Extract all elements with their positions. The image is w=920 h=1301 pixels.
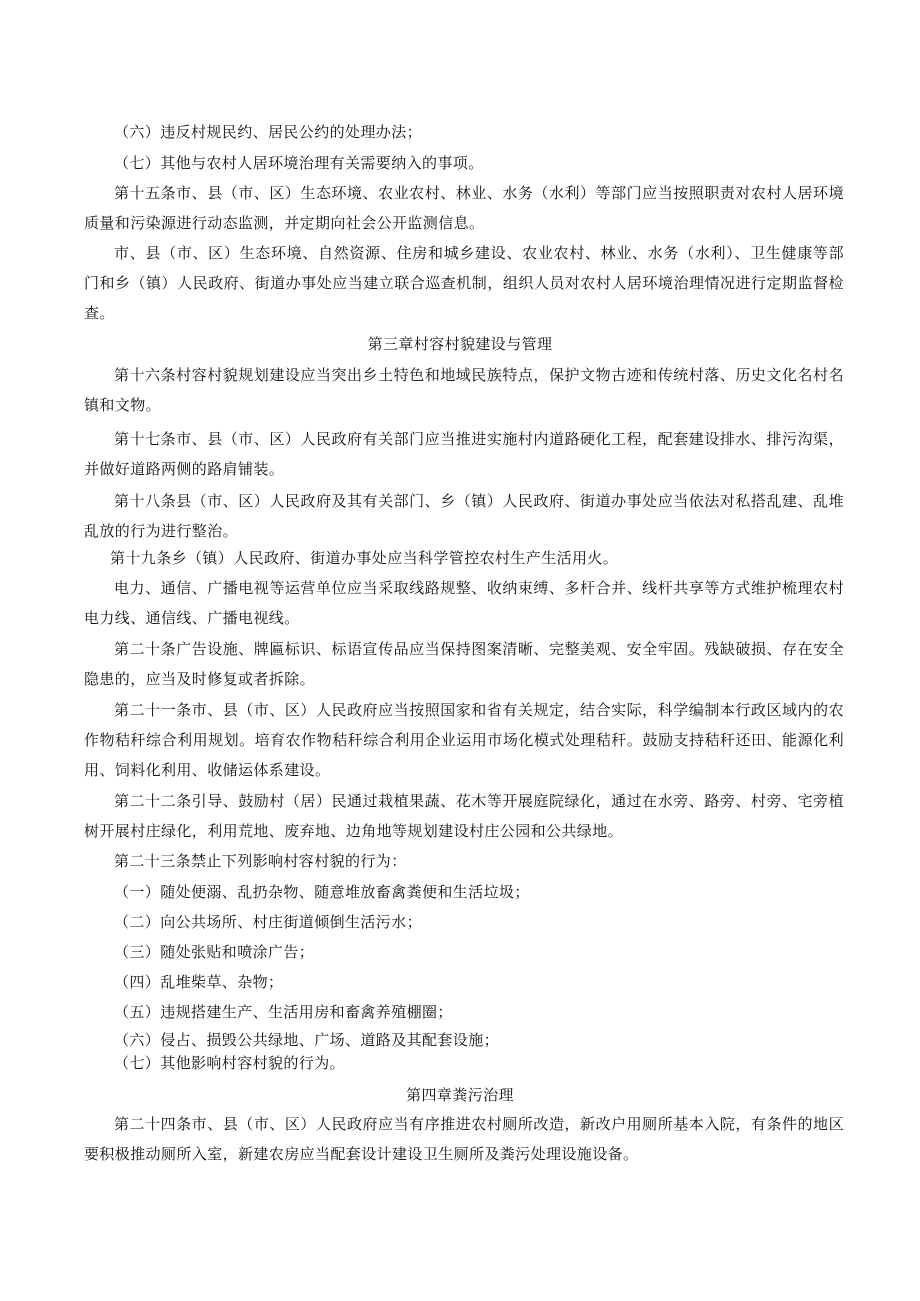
article-23-item-1: （一）随处便溺、乱扔杂物、随意堆放畜禽粪便和生活垃圾； [114, 883, 530, 901]
article-16: 第十六条村容村貌规划建设应当突出乡土特色和地域民族特点，保护文物古迹和传统村落、历史文化名村名镇和文物。 [84, 366, 844, 414]
article-23-item-5: （五）违规搭建生产、生活用房和畜禽养殖棚圈； [114, 1003, 453, 1021]
item-7-clause: （七）其他与农村人居环境治理有关需要纳入的事项。 [114, 154, 484, 172]
article-15: 第十五条市、县（市、区）生态环境、农业农村、林业、水务（水利）等部门应当按照职责对农村人居环境质量和污染源进行动态监测，并定期向社会公开监测信息。 [84, 184, 844, 232]
article-19: 第十九条乡（镇）人民政府、街道办事处应当科学管控农村生产生活用火。 [110, 549, 619, 567]
article-17: 第十七条市、县（市、区）人民政府有关部门应当推进实施村内道路硬化工程，配套建设排水、排污沟渠，并做好道路两侧的路肩铺装。 [84, 430, 844, 478]
chapter-4-heading: 第四章粪污治理 [406, 1086, 514, 1104]
article-24: 第二十四条市、县（市、区）人民政府应当有序推进农村厕所改造，新改户用厕所基本入院，有条件的地区要积极推动厕所入室，新建农房应当配套设计建设卫生厕所及粪污处理设施设备。 [84, 1115, 844, 1163]
article-19-para-2: 电力、通信、广播电视等运营单位应当采取线路规整、收纳束缚、多杆合并、线杆共享等方式维护梳理农村电力线、通信线、广播电视线。 [84, 579, 844, 627]
chapter-3-heading: 第三章村容村貌建设与管理 [367, 335, 553, 353]
article-23-item-4: （四）乱堆柴草、杂物； [114, 973, 284, 991]
article-18: 第十八条县（市、区）人民政府及其有关部门、乡（镇）人民政府、街道办事处应当依法对私搭乱建、乱堆乱放的行为进行整治。 [84, 492, 844, 540]
item-6-clause: （六）违反村规民约、居民公约的处理办法； [114, 123, 423, 141]
article-20: 第二十条广告设施、牌匾标识、标语宣传品应当保持图案清晰、完整美观、安全牢固。残缺破损、存在安全隐患的，应当及时修复或者拆除。 [84, 640, 844, 688]
article-23-item-2: （二）向公共场所、村庄街道倾倒生活污水； [114, 913, 423, 931]
article-15-para-2: 市、县（市、区）生态环境、自然资源、住房和城乡建设、农业农村、林业、水务（水利）、卫生健康等部门和乡（镇）人民政府、街道办事处应当建立联合巡查机制，组织人员对农村人居环境治理情况进行定期监督检查。 [84, 244, 844, 322]
article-23-item-6: （六）侵占、损毁公共绿地、广场、道路及其配套设施； [114, 1031, 500, 1049]
article-23-item-3: （三）随处张贴和喷涂广告； [114, 943, 315, 961]
article-23: 第二十三条禁止下列影响村容村貌的行为： [114, 852, 407, 870]
article-21: 第二十一条市、县（市、区）人民政府应当按照国家和省有关规定，结合实际，科学编制本行政区域内的农作物秸秆综合利用规划。培育农作物秸秆综合利用企业运用市场化模式处理秸秆。鼓励支持秸秆还田、能源化利用、饲料化利用、收储运体系建设。 [84, 701, 844, 779]
article-23-item-7: （七）其他影响村容村貌的行为。 [114, 1054, 346, 1072]
article-22: 第二十二条引导、鼓励村（居）民通过栽植果蔬、花木等开展庭院绿化，通过在水旁、路旁、村旁、宅旁植树开展村庄绿化，利用荒地、废弃地、边角地等规划建设村庄公园和公共绿地。 [84, 792, 844, 840]
